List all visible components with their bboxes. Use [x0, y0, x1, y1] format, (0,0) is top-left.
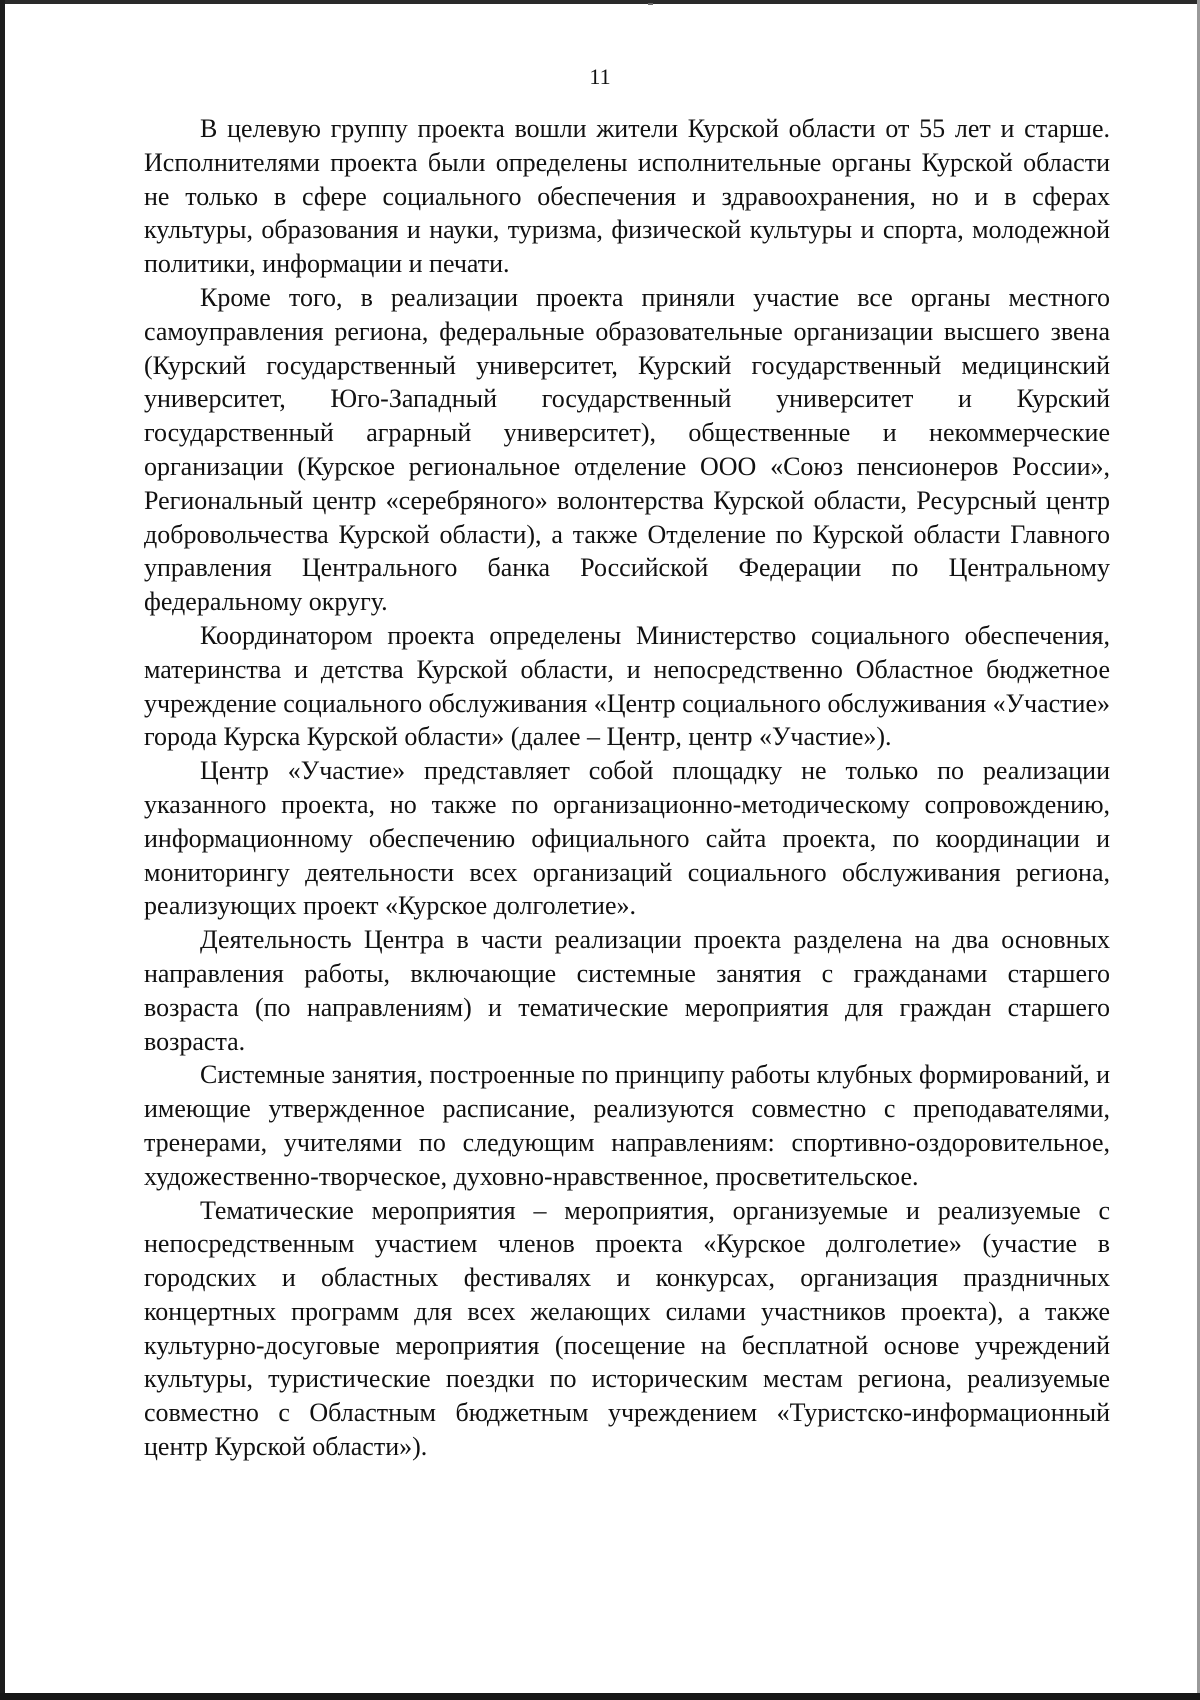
paragraph-participants: Кроме того, в реализации проекта приняли участие все органы местного самоуправления региона, федеральные образовательные организации высшего звена (Курский государственный университет, Курский государственный медицинский университет, Юго-Западный государственный университет и Курский государственный аграрный университет), общественные и некоммерческие организации (Курское региональное отделение ООО «Союз пенсионеров России», Региональный центр «серебряного» волонтерства Курской области, Ресурсный центр добровольчества Курской области), а также Отделение по Курской области Главного управления Центрального банка Российской Федерации по Центральному федеральному округу. — [144, 282, 1110, 617]
scan-border-top — [0, 0, 1200, 4]
paragraph-activity-directions: Деятельность Центра в части реализации проекта разделена на два основных направления работы, включающие системные занятия с гражданами старшего возраста (по направлениям) и тематические мероприятия для граждан старшего возраста. — [144, 925, 1110, 1056]
scan-mark — [648, 3, 653, 5]
body-text — [144, 112, 1110, 1464]
paragraph-target-group: В целевую группу проекта вошли жители Курской области от 55 лет и старше. Исполнителями проекта были определены исполнительные органы Курской области не только в сфере социального обеспечения и здравоохранения, но и в сферах культуры, образования и науки, туризма, физической культуры и спорта, молодежной политики, информации и печати. — [144, 114, 1110, 279]
scan-border-left — [0, 0, 5, 1700]
paragraph-thematic-events: Тематические мероприятия – мероприятия, организуемые и реализуемые с непосредственным участием членов проекта «Курское долголетие» (участие в городских и областных фестивалях и конкурсах, организация праздничных концертных программ для всех желающих силами участников проекта), а также культурно-досуговые мероприятия (посещение на бесплатной основе учреждений культуры, туристические поездки по историческим местам региона, реализуемые совместно с Областным бюджетным учреждением «Туристско-информационный центр Курской области»). — [144, 1195, 1110, 1462]
paragraph-system-classes: Системные занятия, построенные по принципу работы клубных формирований, и имеющие утвержденное расписание, реализуются совместно с преподавателями, тренерами, учителями по следующим направлениям: спортивно-оздоровительное, художественно-творческое, духовно-нравственное, просветительское. — [144, 1060, 1110, 1191]
paragraph-coordinator: Координатором проекта определены Министерство социального обеспечения, материнства и детства Курской области, и непосредственно Областное бюджетное учреждение социального обслуживания «Центр социального обслуживания «Участие» города Курска Курской области» (далее – Центр, центр «Участие»). — [144, 620, 1110, 752]
paragraph-center-role: Центр «Участие» представляет собой площадку не только по реализации указанного проекта, но также по организационно-методическому сопровождению, информационному обеспечению официального сайта проекта, по координации и мониторингу деятельности всех организаций социального обслуживания региона, реализующих проект «Курское долголетие». — [144, 756, 1110, 921]
page-number: 11 — [589, 64, 611, 89]
scan-border-bottom — [0, 1693, 1200, 1700]
